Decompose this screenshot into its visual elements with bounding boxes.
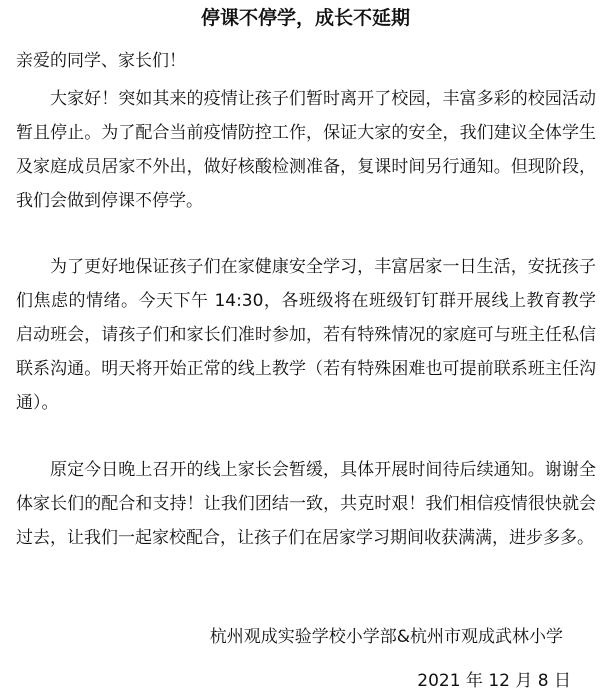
document-title: 停课不停学，成长不延期 <box>200 7 410 29</box>
paragraph-1: 大家好！突如其来的疫情让孩子们暂时离开了校园，丰富多彩的校园活动暂且停止。为了配合当前疫情防控工作，保证大家的安全，我们建议全体学生及家庭成员居家不外出，做好核酸检测准备，复课时间另行通知。但现阶段，我们会做到停课不停学。 <box>16 89 596 211</box>
paragraph-3: 原定今日晚上召开的线上家长会暂缓，具体开展时间待后续通知。谢谢全体家长们的配合和支持！让我们团结一致，共克时艰！我们相信疫情很快就会过去，让我们一起家校配合，让孩子们在居家学习期间收获满满，进步多多。 <box>16 460 596 548</box>
paragraph-2: 为了更好地保证孩子们在家健康安全学习，丰富居家一日生活，安抚孩子们焦虑的情绪。今天下午 14:30，各班级将在班级钉钉群开展线上教育教学启动班会，请孩子们和家长们准时参加，若有特殊情况的家庭可与班主任私信联系沟通。明天将开始正常的线上教学（若有特殊困难也可提前联系班主任沟通）。 <box>16 257 596 413</box>
date-line: 2021 年 12 月 8 日 <box>417 671 571 691</box>
signature-line: 杭州观成实验学校小学部&杭州市观成武林小学 <box>209 627 563 647</box>
greeting-line: 亲爱的同学、家长们！ <box>16 51 186 71</box>
